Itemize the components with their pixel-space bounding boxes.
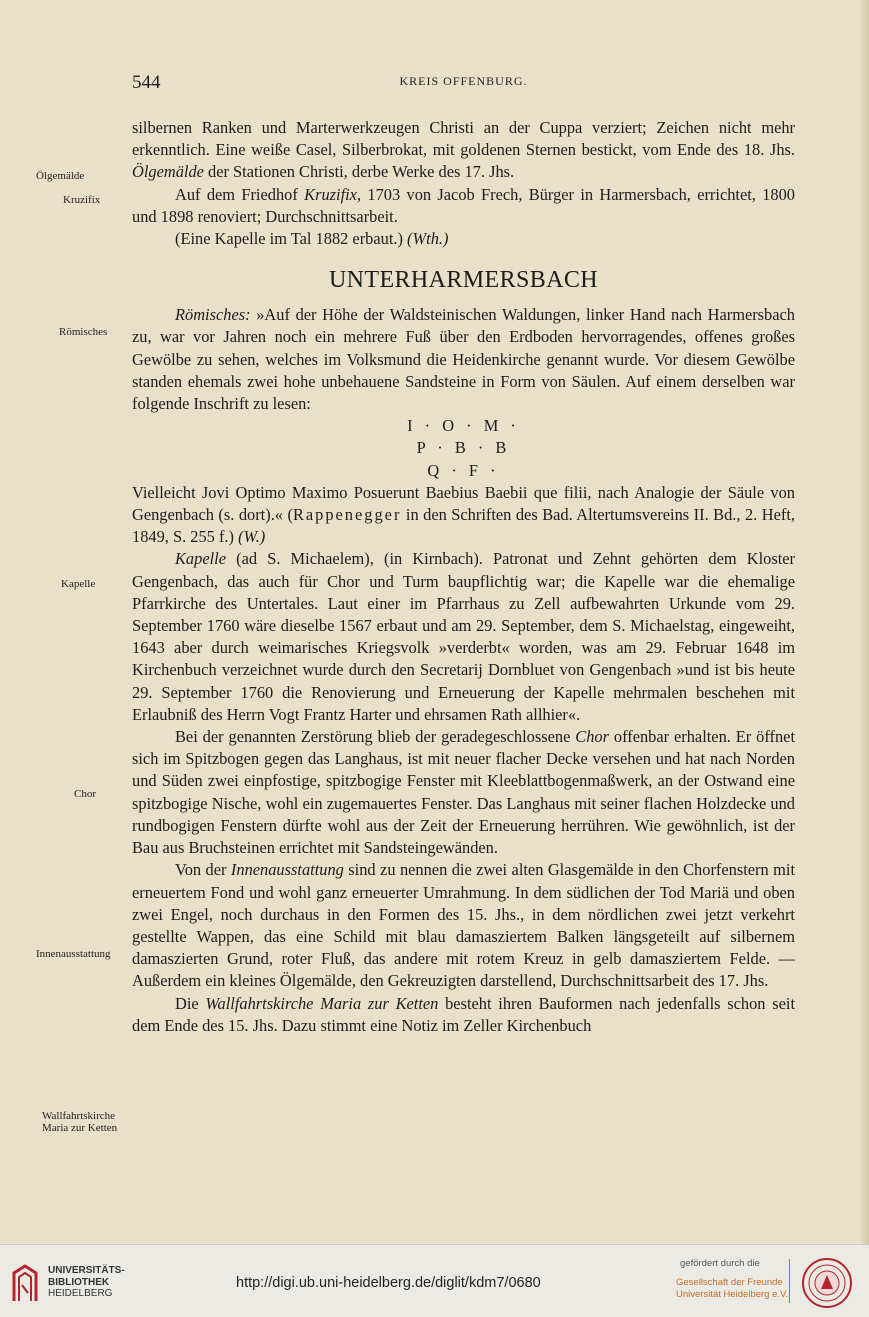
margin-note-chor: Chor <box>74 788 96 800</box>
paragraph: Römisches: »Auf der Höhe der Waldsteinischen Waldungen, linker Hand nach Harmersbach zu, war vor Jahren noch ein mehrere Fuß über den Erdboden hervorragendes, offenes großes Gewölbe zu sehen, welches im Volksmund die Heidenkirche genannt wurde. Vor diesem Gewölbe standen ehemals zwei hohe unbehauene Sandsteine in Form von Säulen. Auf einem derselben war folgende Inschrift zu lesen: <box>132 305 795 414</box>
footer-divider <box>789 1259 790 1303</box>
inscription-line: P · B · B <box>416 438 511 458</box>
paragraph: Vielleicht Jovi Optimo Maximo Posuerunt Baebius Baebii que filii, nach Analogie der Säule von Gengenbach (s. dort).« (Rappenegger in den Schriften des Bad. Altertumsvereins II. Bd., 2. Heft, 1849, S. 255 f.) (W.) <box>132 482 795 547</box>
margin-note-roemisches: Römisches <box>59 326 108 338</box>
library-logo-icon <box>10 1263 40 1303</box>
inscription-line: I · O · M · <box>407 416 520 436</box>
section-heading: UNTERHARMERSBACH <box>328 267 599 294</box>
paragraph: Kapelle (ad S. Michaelem), (in Kirnbach). Patronat und Zehnt gehörten dem Kloster Gengenbach, das auch für Chor und Turm baupflichtig war; die Kapelle war die ehemalige Pfarrkirche des Untertales. Laut einer im Pfarrhaus zu Zell aufbewahrten Urkunde vom 29. September 1760 wäre dieselbe 1567 erbaut und am 29. September, dem S. Michaelstag, eingeweiht, 1643 aber durch weimarisches Kriegsvolk »verderbt« worden, was am 29. Februar 1648 im Kirchenbuch verzeichnet wurde durch den Secretarij Dornbluet von Gengenbach »und ist bis heute 29. September 1760 die Renovierung und Erneuerung der Kapelle mehrmalen beschehen mit Erlaubniß des Herrn Vogt Frantz Harter und ehrsamen Rath allhier«. <box>132 549 795 724</box>
paragraph: Bei der genannten Zerstörung blieb der geradegeschlossene Chor offenbar erhalten. Er öffnet sich im Spitzbogen gegen das Langhaus, ist mit neuer flacher Decke versehen und hat nach Norden und Süden zwei einpfostige, spitzbogige Fenster mit Kleeblattbogenmaßwerk, an der Ostwand eine spitzbogige Nische, wohl ein zugemauertes Fenster. Das Langhaus mit seiner flachen Holzdecke und rundbogigen Fenstern dürfte wohl aus der Zeit der Erneuerung herrühren. Wie gewöhnlich, ist der Bau aus Bruchsteinen errichtet mit Sandsteingewänden. <box>132 727 796 858</box>
university-seal-icon <box>801 1257 853 1309</box>
paragraph: Die Wallfahrtskirche Maria zur Ketten besteht ihren Bauformen nach jedenfalls schon seit dem Ende des 15. Jhs. Dazu stimmt eine Notiz im Zeller Kirchenbuch <box>132 993 795 1035</box>
margin-note-wallfahrtskirche <box>42 1110 117 1134</box>
margin-note-oelgemaelde: Ölgemälde <box>36 170 85 182</box>
margin-note-wallfahrtskirche-line1: Wallfahrtskirche <box>42 1110 116 1122</box>
running-title: KREIS OFFENBURG. <box>399 74 528 88</box>
inscription-line: Q · F · <box>427 460 500 480</box>
footer-bar <box>0 1244 869 1317</box>
page-header <box>132 72 795 96</box>
main-text <box>132 117 795 1037</box>
society-name[interactable]: Gesellschaft der Freunde Universität Heidelberg e.V. <box>676 1277 789 1300</box>
funded-by-label: gefördert durch die <box>680 1258 760 1269</box>
document-url-link[interactable]: http://digi.ub.uni-heidelberg.de/diglit/kdm7/0680 <box>236 1275 541 1291</box>
page-edge-shadow <box>859 0 869 1244</box>
paragraph: silbernen Ranken und Marterwerkzeugen Christi an der Cuppa verziert; Zeichen nicht mehr erkenntlich. Eine weiße Casel, Silberbrokat, mit goldenen Sternen bestickt, vom Ende des 18. Jhs. Ölgemälde der Stationen Christi, derbe Werke des 17. Jhs. <box>132 118 795 182</box>
library-name[interactable]: UNIVERSITÄTS- BIBLIOTHEK HEIDELBERG <box>48 1265 125 1299</box>
margin-note-wallfahrtskirche-line2: Maria zur Ketten <box>42 1122 118 1134</box>
margin-note-kruzifix: Kruzifix <box>63 194 101 206</box>
paragraph: Von der Innenausstattung sind zu nennen die zwei alten Glasgemälde in den Chorfenstern mit erneuertem Fond und wohl ganz erneuerter Umrahmung. In dem südlichen der Tod Mariä und oben zwei Engel, noch durchaus in den Formen des 15. Jhs., in dem nördlichen zwei jetzt verkehrt gestellte Wappen, das eine Schild mit blau damasziertem Balken längsgeteilt auf silbernem damaszierten Grund, roter Fluß, das andere mit rotem Kreuz in gelb damasziertem Felde. — Außerdem ein kleines Ölgemälde, den Gekreuzigten darstellend, Durchschnittsarbeit des 17. Jhs. <box>132 860 795 991</box>
paragraph: Auf dem Friedhof Kruzifix, 1703 von Jacob Frech, Bürger in Harmersbach, errichtet, 1800 und 1898 renoviert; Durchschnittsarbeit. <box>132 184 795 226</box>
margin-note-kapelle: Kapelle <box>61 578 96 590</box>
page-number: 544 <box>132 72 161 93</box>
margin-note-innenausstattung: Innenausstattung <box>36 948 111 960</box>
paragraph: (Eine Kapelle im Tal 1882 erbaut.) (Wth.) <box>175 229 449 249</box>
